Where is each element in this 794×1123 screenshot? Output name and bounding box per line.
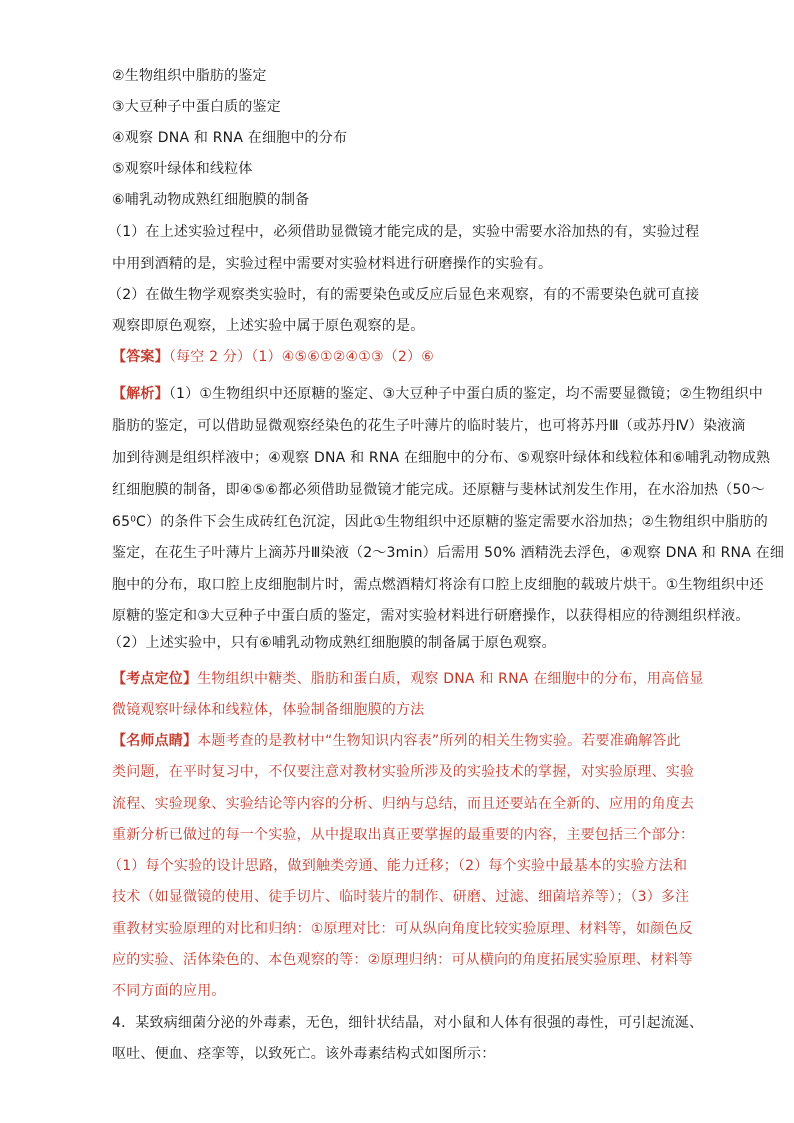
analysis-line: （2）上述实验中，只有⑥哺乳动物成熟红细胞膜的制备属于原色观察。 [108, 635, 556, 651]
mingshi-line: 类问题，在平时复习中，不仅要注意对教材实验所涉及的实验技术的掌握，对实验原理、实验 [112, 764, 695, 780]
question-1-line: 中用到酒精的是，实验过程中需要对实验材料进行研磨操作的实验有。 [112, 256, 553, 272]
question-4-line: 4．某致病细菌分泌的外毒素，无色，细针状结晶，对小鼠和人体有很强的毒性，可引起流涎、 [112, 1015, 704, 1031]
mingshi-text: 本题考查的是教材中“生物知识内容表”所列的相关生物实验。若要准确解答此 [197, 733, 681, 749]
mingshi-line: 技术（如显微镜的使用、徒手切片、临时装片的制作、研磨、过滤、细菌培养等）；（3）多注 [112, 889, 690, 905]
analysis-tag: 【解析】 [112, 386, 169, 402]
answer-line [112, 347, 434, 367]
answer-tag: 【答案】 [112, 349, 169, 365]
kaodian-line [112, 669, 704, 689]
question-4-line: 呕吐、便血、痉挛等，以致死亡。该外毒素结构式如图所示： [112, 1046, 496, 1062]
item-line: ④观察 DNA 和 RNA 在细胞中的分布 [112, 130, 348, 146]
mingshi-line: （1）每个实验的设计思路，做到触类旁通、能力迁移；（2）每个实验中最基本的实验方法和 [108, 858, 688, 874]
question-2-line: 观察即原色观察，上述实验中属于原色观察的是。 [112, 318, 425, 334]
analysis-line: 原糖的鉴定和③大豆种子中蛋白质的鉴定，需对实验材料进行研磨操作，以获得相应的待测组织样液。 [112, 608, 750, 624]
item-line: ③大豆种子中蛋白质的鉴定 [112, 99, 281, 115]
mingshi-line: 重教材实验原理的对比和归纳：①原理对比：可从纵向角度比较实验原理、材料等，如颜色反 [112, 921, 693, 937]
item-line: ⑤观察叶绿体和线粒体 [112, 161, 253, 177]
answer-text: （每空 2 分）（1）④⑤⑥①②④①③（2）⑥ [168, 349, 434, 365]
item-line: ②生物组织中脂肪的鉴定 [112, 68, 267, 84]
analysis-line: 65⁰C）的条件下会生成砖红色沉淀，因此①生物组织中还原糖的鉴定需要水浴加热；②生物组织中脂肪的 [112, 514, 768, 530]
mingshi-line: 应的实验、活体染色的、本色观察的等：②原理归纳：可从横向的角度拓展实验原理、材料等 [112, 952, 693, 968]
analysis-line: 红细胞膜的制备，即④⑤⑥都必须借助显微镜才能完成。还原糖与斐林试剂发生作用，在水浴加热（50～ [112, 482, 765, 498]
kaodian-text: 生物组织中糖类、脂肪和蛋白质，观察 DNA 和 RNA 在细胞中的分布，用高倍显 [197, 671, 704, 687]
analysis-text: （1）①生物组织中还原糖的鉴定、③大豆种子中蛋白质的鉴定，均不需要显微镜；②生物组织中 [168, 386, 763, 402]
question-1-line: （1）在上述实验过程中，必须借助显微镜才能完成的是，实验中需要水浴加热的有，实验过程 [108, 224, 700, 240]
mingshi-line: 流程、实验现象、实验结论等内容的分析、归纳与总结，而且还要站在全新的、应用的角度去 [112, 796, 695, 812]
kaodian-line: 微镜观察叶绿体和线粒体，体验制备细胞膜的方法 [112, 702, 425, 718]
mingshi-line: 重新分析已做过的每一个实验，从中提取出真正要掌握的最重要的内容，主要包括三个部分： [112, 827, 695, 843]
item-line: ⑥哺乳动物成熟红细胞膜的制备 [112, 192, 310, 208]
mingshi-line: 不同方面的应用。 [112, 983, 226, 999]
analysis-line: 加到待测是组织样液中；④观察 DNA 和 RNA 在细胞中的分布、⑤观察叶绿体和线粒体和⑥哺乳动物成熟 [112, 450, 771, 466]
analysis-line [112, 384, 763, 404]
kaodian-tag: 【考点定位】 [112, 671, 198, 687]
analysis-line: 胞中的分布，取口腔上皮细胞制片时，需点燃酒精灯将涂有口腔上皮细胞的载玻片烘干。①生物组织中还 [112, 577, 764, 593]
mingshi-tag: 【名师点睛】 [112, 733, 198, 749]
analysis-line: 脂肪的鉴定，可以借助显微观察经染色的花生子叶薄片的临时装片，也可将苏丹Ⅲ（或苏丹Ⅳ）染液滴 [112, 418, 746, 434]
analysis-line: 鉴定，在花生子叶薄片上滴苏丹Ⅲ染液（2～3min）后需用 50% 酒精洗去浮色，④观察 DNA 和 RNA 在细 [112, 545, 785, 561]
mingshi-line [112, 731, 681, 751]
question-2-line: （2）在做生物学观察类实验时，有的需要染色或反应后显色来观察，有的不需要染色就可直接 [108, 287, 700, 303]
